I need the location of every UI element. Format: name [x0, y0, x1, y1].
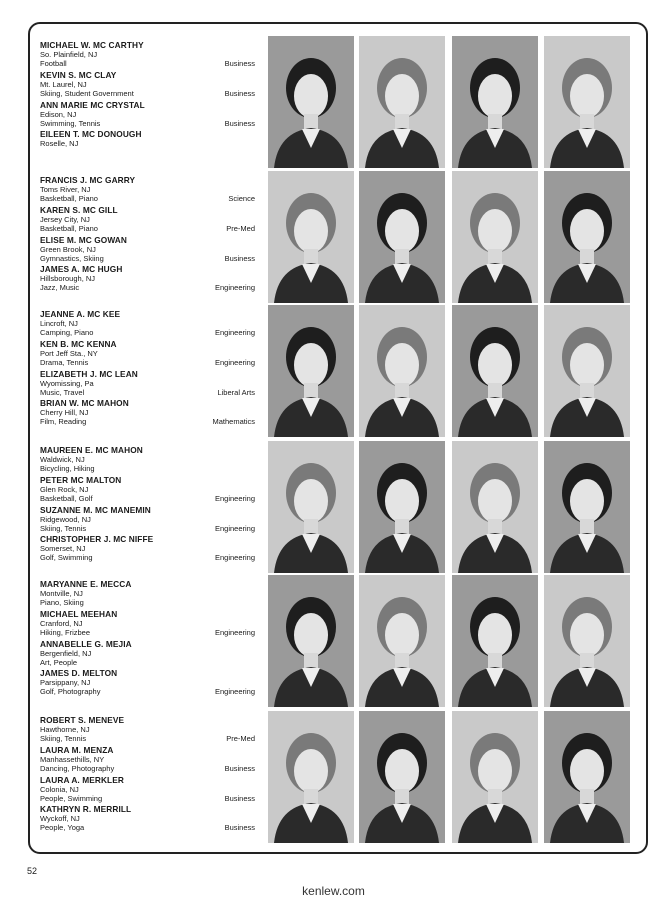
student-name: SUZANNE M. MC MANEMIN: [40, 505, 151, 515]
student-major: Engineering: [214, 553, 255, 562]
student-activities: Skiing, Tennis: [40, 524, 87, 534]
student-major: Engineering: [214, 687, 255, 696]
student-portrait: [544, 171, 630, 303]
student-hometown: Hillsborough, NJ: [40, 274, 96, 283]
student-portrait: [544, 36, 630, 168]
student-hometown: Waldwick, NJ: [40, 455, 85, 464]
student-entry: [40, 339, 255, 368]
student-major: Business: [224, 119, 255, 128]
student-name: MARYANNE E. MECCA: [40, 579, 132, 589]
student-major: Science: [228, 194, 255, 203]
site-watermark: kenlew.com: [302, 884, 365, 898]
student-portrait: [452, 575, 538, 707]
student-portrait: [359, 36, 445, 168]
student-name: KAREN S. MC GILL: [40, 205, 118, 215]
student-entry: [40, 264, 255, 293]
student-name: MICHAEL MEEHAN: [40, 609, 118, 619]
student-hometown: Toms River, NJ: [40, 185, 91, 194]
student-portrait: [452, 711, 538, 843]
student-portrait: [359, 575, 445, 707]
student-name: JAMES D. MELTON: [40, 668, 118, 678]
student-entry: [40, 534, 255, 563]
student-group: [40, 171, 640, 303]
student-entry: [40, 235, 255, 264]
student-portrait: [452, 171, 538, 303]
student-hometown: Parsippany, NJ: [40, 678, 91, 687]
student-major: Engineering: [214, 328, 255, 337]
student-activities: Football: [40, 59, 67, 69]
student-group: [40, 441, 640, 573]
student-activities: People, Yoga: [40, 823, 85, 833]
student-portrait: [544, 575, 630, 707]
student-name: MAUREEN E. MC MAHON: [40, 445, 143, 455]
student-entry: [40, 70, 255, 99]
student-name: ELIZABETH J. MC LEAN: [40, 369, 138, 379]
student-hometown: Edison, NJ: [40, 110, 77, 119]
student-portrait: [268, 711, 354, 843]
student-activities: Music, Travel: [40, 388, 85, 398]
student-major: Pre-Med: [226, 734, 255, 743]
student-entry: [40, 745, 255, 774]
student-hometown: Lincroft, NJ: [40, 319, 78, 328]
student-activities: People, Swimming: [40, 794, 103, 804]
student-entry: [40, 445, 255, 474]
student-activities: Basketball, Golf: [40, 494, 93, 504]
student-portrait: [268, 305, 354, 437]
student-entry: [40, 639, 255, 668]
student-hometown: Port Jeff Sta., NY: [40, 349, 98, 358]
student-portrait: [544, 711, 630, 843]
page-number: 52: [27, 866, 38, 876]
student-activities: Hiking, Frizbee: [40, 628, 91, 638]
student-activities: Dancing, Photography: [40, 764, 115, 774]
student-entry: [40, 129, 255, 148]
student-activities: Drama, Tennis: [40, 358, 89, 368]
student-major: Pre-Med: [226, 224, 255, 233]
student-entry: [40, 505, 255, 534]
student-hometown: Glen Rock, NJ: [40, 485, 89, 494]
student-hometown: Green Brook, NJ: [40, 245, 96, 254]
student-hometown: Ridgewood, NJ: [40, 515, 91, 524]
student-portrait: [452, 305, 538, 437]
student-major: Engineering: [214, 358, 255, 367]
student-entry: [40, 775, 255, 804]
student-group: [40, 575, 640, 707]
student-hometown: Hawthorne, NJ: [40, 725, 90, 734]
student-activities: Skiing, Student Government: [40, 89, 134, 99]
student-entry: [40, 668, 255, 697]
student-name: ELISE M. MC GOWAN: [40, 235, 127, 245]
student-hometown: Bergenfield, NJ: [40, 649, 92, 658]
student-name: JAMES A. MC HUGH: [40, 264, 123, 274]
student-activities: Bicycling, Hiking: [40, 464, 95, 474]
student-major: Business: [224, 823, 255, 832]
student-name: BRIAN W. MC MAHON: [40, 398, 129, 408]
student-activities: Gymnastics, Skiing: [40, 254, 104, 264]
student-portrait: [268, 171, 354, 303]
student-name: MICHAEL W. MC CARTHY: [40, 40, 144, 50]
student-name: ANN MARIE MC CRYSTAL: [40, 100, 145, 110]
student-hometown: So. Plainfield, NJ: [40, 50, 98, 59]
student-major: Business: [224, 89, 255, 98]
student-name: FRANCIS J. MC GARRY: [40, 175, 136, 185]
student-activities: Film, Reading: [40, 417, 87, 427]
student-entry: [40, 579, 255, 608]
student-name: ROBERT S. MENEVE: [40, 715, 125, 725]
student-portrait: [452, 36, 538, 168]
student-portrait: [359, 711, 445, 843]
student-name: EILEEN T. MC DONOUGH: [40, 129, 142, 139]
student-entry: [40, 609, 255, 638]
student-activities: Golf, Photography: [40, 687, 101, 697]
student-major: Business: [224, 59, 255, 68]
student-group: [40, 711, 640, 843]
student-major: Business: [224, 764, 255, 773]
student-activities: Basketball, Piano: [40, 224, 98, 234]
student-entry: [40, 715, 255, 744]
student-portrait: [359, 305, 445, 437]
student-major: Engineering: [214, 283, 255, 292]
student-portrait: [268, 441, 354, 573]
student-hometown: Manhassethills, NY: [40, 755, 105, 764]
student-major: Business: [224, 254, 255, 263]
student-portrait: [268, 575, 354, 707]
student-hometown: Wyomissing, Pa: [40, 379, 94, 388]
student-hometown: Wyckoff, NJ: [40, 814, 80, 823]
student-entry: [40, 398, 255, 427]
student-group: [40, 36, 640, 168]
student-activities: Basketball, Piano: [40, 194, 98, 204]
student-portrait: [268, 36, 354, 168]
student-portrait: [359, 171, 445, 303]
student-hometown: Montville, NJ: [40, 589, 83, 598]
student-name: CHRISTOPHER J. MC NIFFE: [40, 534, 154, 544]
student-entry: [40, 175, 255, 204]
student-major: Engineering: [214, 494, 255, 503]
student-hometown: Cranford, NJ: [40, 619, 83, 628]
student-major: Business: [224, 794, 255, 803]
student-portrait: [544, 441, 630, 573]
student-entry: [40, 40, 255, 69]
student-activities: Art, People: [40, 658, 78, 668]
student-name: KATHRYN R. MERRILL: [40, 804, 132, 814]
student-hometown: Mt. Laurel, NJ: [40, 80, 87, 89]
student-portrait: [544, 305, 630, 437]
student-activities: Skiing, Tennis: [40, 734, 87, 744]
student-name: LAURA M. MENZA: [40, 745, 114, 755]
student-name: PETER MC MALTON: [40, 475, 122, 485]
student-entry: [40, 804, 255, 833]
student-major: Engineering: [214, 524, 255, 533]
student-activities: Piano, Skiing: [40, 598, 84, 608]
student-major: Engineering: [214, 628, 255, 637]
student-hometown: Roselle, NJ: [40, 139, 79, 148]
student-activities: Golf, Swimming: [40, 553, 93, 563]
student-name: KEN B. MC KENNA: [40, 339, 117, 349]
student-entry: [40, 309, 255, 338]
student-portrait: [452, 441, 538, 573]
student-group: [40, 305, 640, 437]
student-activities: Swimming, Tennis: [40, 119, 101, 129]
student-hometown: Cherry Hill, NJ: [40, 408, 89, 417]
student-hometown: Colonia, NJ: [40, 785, 79, 794]
student-entry: [40, 475, 255, 504]
student-name: JEANNE A. MC KEE: [40, 309, 121, 319]
student-entry: [40, 100, 255, 129]
student-activities: Jazz, Music: [40, 283, 80, 293]
student-name: ANNABELLE G. MEJIA: [40, 639, 132, 649]
student-portrait: [359, 441, 445, 573]
student-entry: [40, 205, 255, 234]
student-hometown: Jersey City, NJ: [40, 215, 90, 224]
student-hometown: Somerset, NJ: [40, 544, 86, 553]
student-entry: [40, 369, 255, 398]
student-activities: Camping, Piano: [40, 328, 94, 338]
student-major: Mathematics: [212, 417, 255, 426]
student-name: LAURA A. MERKLER: [40, 775, 124, 785]
student-major: Liberal Arts: [217, 388, 255, 397]
student-name: KEVIN S. MC CLAY: [40, 70, 117, 80]
